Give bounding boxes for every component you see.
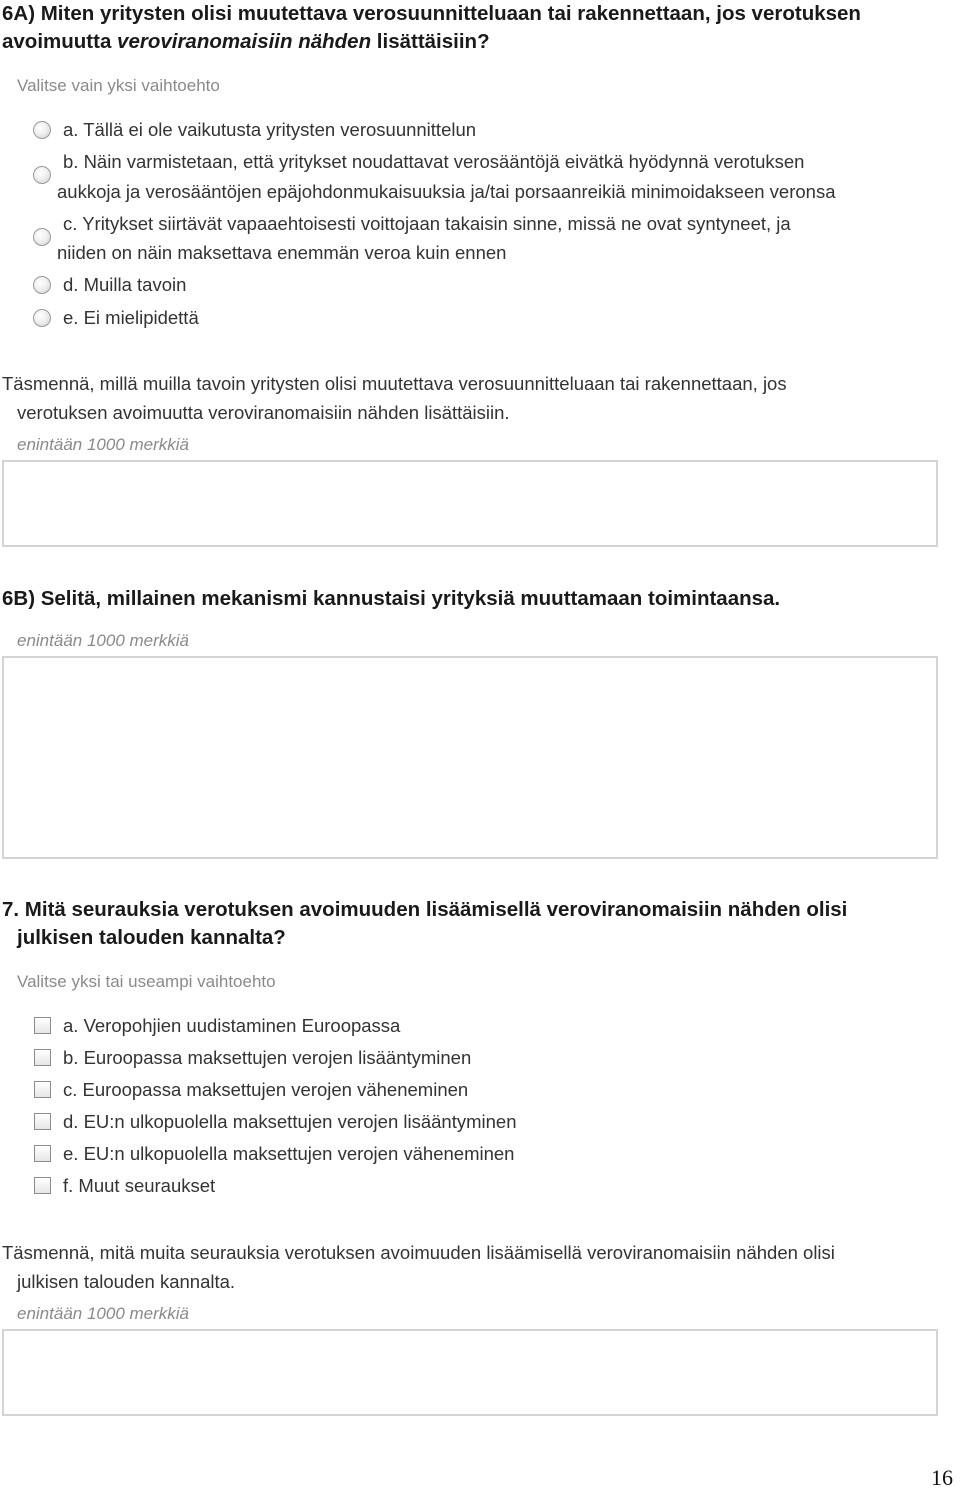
checkbox-option-b[interactable] bbox=[34, 1049, 51, 1066]
q7-option-a-label: a. Veropohjien uudistaminen Euroopassa bbox=[63, 1015, 401, 1036]
q7-option-d-label: d. EU:n ulkopuolella maksettujen verojen lisääntyminen bbox=[63, 1111, 517, 1132]
page-number: 16 bbox=[931, 1465, 953, 1490]
option-b-label-line1: b. Näin varmistetaan, että yritykset noudattavat verosääntöjä eivätkä hyödynnä verotuksen bbox=[63, 151, 805, 172]
option-d-label: d. Muilla tavoin bbox=[63, 274, 187, 295]
radio-option-b[interactable] bbox=[33, 166, 51, 184]
checkbox-option-d[interactable] bbox=[34, 1113, 51, 1130]
question-6a-instruction: Valitse vain yksi vaihtoehto bbox=[17, 76, 220, 95]
q7-option-f-label: f. Muut seuraukset bbox=[63, 1175, 216, 1196]
radio-option-a[interactable] bbox=[33, 121, 51, 139]
radio-option-c[interactable] bbox=[33, 228, 51, 246]
radio-option-e[interactable] bbox=[33, 309, 51, 327]
checkbox-option-c[interactable] bbox=[34, 1081, 51, 1098]
option-e-label: e. Ei mielipidettä bbox=[63, 307, 199, 328]
question-6b-answer-textarea[interactable] bbox=[2, 656, 938, 859]
question-6a-title-line1: 6A) Miten yritysten olisi muutettava verosuunnitteluaan tai rakennettaan, jos verotuksen bbox=[2, 2, 861, 25]
title-italic-text: veroviranomaisiin nähden bbox=[117, 30, 372, 53]
question-6a-char-limit: enintään 1000 merkkiä bbox=[17, 435, 190, 454]
q7-option-e-label: e. EU:n ulkopuolella maksettujen verojen väheneminen bbox=[63, 1143, 515, 1164]
option-c-label-line1: c. Yritykset siirtävät vapaaehtoisesti voittojaan takaisin sinne, missä ne ovat syntyneet, ja bbox=[63, 213, 791, 234]
question-6a-answer-textarea[interactable] bbox=[2, 460, 938, 547]
checkbox-option-a[interactable] bbox=[34, 1017, 51, 1034]
question-7-instruction: Valitse yksi tai useampi vaihtoehto bbox=[17, 972, 276, 991]
option-a-label: a. Tällä ei ole vaikutusta yritysten verosuunnittelun bbox=[63, 119, 477, 140]
question-6b-char-limit: enintään 1000 merkkiä bbox=[17, 631, 190, 650]
radio-option-d[interactable] bbox=[33, 276, 51, 294]
question-7-specify-line2: julkisen talouden kannalta. bbox=[17, 1271, 236, 1292]
title-text: avoimuutta bbox=[2, 30, 118, 53]
question-6b-title: 6B) Selitä, millainen mekanismi kannustaisi yrityksiä muuttamaan toimintaansa. bbox=[2, 587, 781, 610]
option-b-label-line2: aukkoja ja verosääntöjen epäjohdonmukaisuuksia ja/tai porsaanreikiä minimoidakseen veronsa bbox=[57, 181, 836, 202]
question-7-answer-textarea[interactable] bbox=[2, 1329, 938, 1416]
question-7-char-limit: enintään 1000 merkkiä bbox=[17, 1304, 190, 1323]
question-7-title-line2: julkisen talouden kannalta? bbox=[17, 926, 286, 949]
checkbox-option-e[interactable] bbox=[34, 1145, 51, 1162]
question-6a-title bbox=[2, 0, 952, 56]
option-c-label-line2: niiden on näin maksettava enemmän veroa kuin ennen bbox=[57, 242, 507, 263]
question-6a-specify-line2: verotuksen avoimuutta veroviranomaisiin nähden lisättäisiin. bbox=[17, 402, 510, 423]
question-6a-title-line2 bbox=[2, 28, 952, 56]
title-text-end: lisättäisiin? bbox=[371, 30, 490, 53]
q7-option-c-label: c. Euroopassa maksettujen verojen väheneminen bbox=[63, 1079, 469, 1100]
checkbox-option-f[interactable] bbox=[34, 1177, 51, 1194]
question-7-specify-line1: Täsmennä, mitä muita seurauksia verotuksen avoimuuden lisäämisellä veroviranomaisiin nähden olisi bbox=[2, 1242, 835, 1263]
question-7-title bbox=[2, 896, 952, 952]
question-7-title-line1: 7. Mitä seurauksia verotuksen avoimuuden lisäämisellä veroviranomaisiin nähden olisi bbox=[2, 898, 848, 921]
question-6a-specify-line1: Täsmennä, millä muilla tavoin yritysten olisi muutettava verosuunnitteluaan tai rakennettaan, jos bbox=[2, 373, 787, 394]
q7-option-b-label: b. Euroopassa maksettujen verojen lisääntyminen bbox=[63, 1047, 472, 1068]
